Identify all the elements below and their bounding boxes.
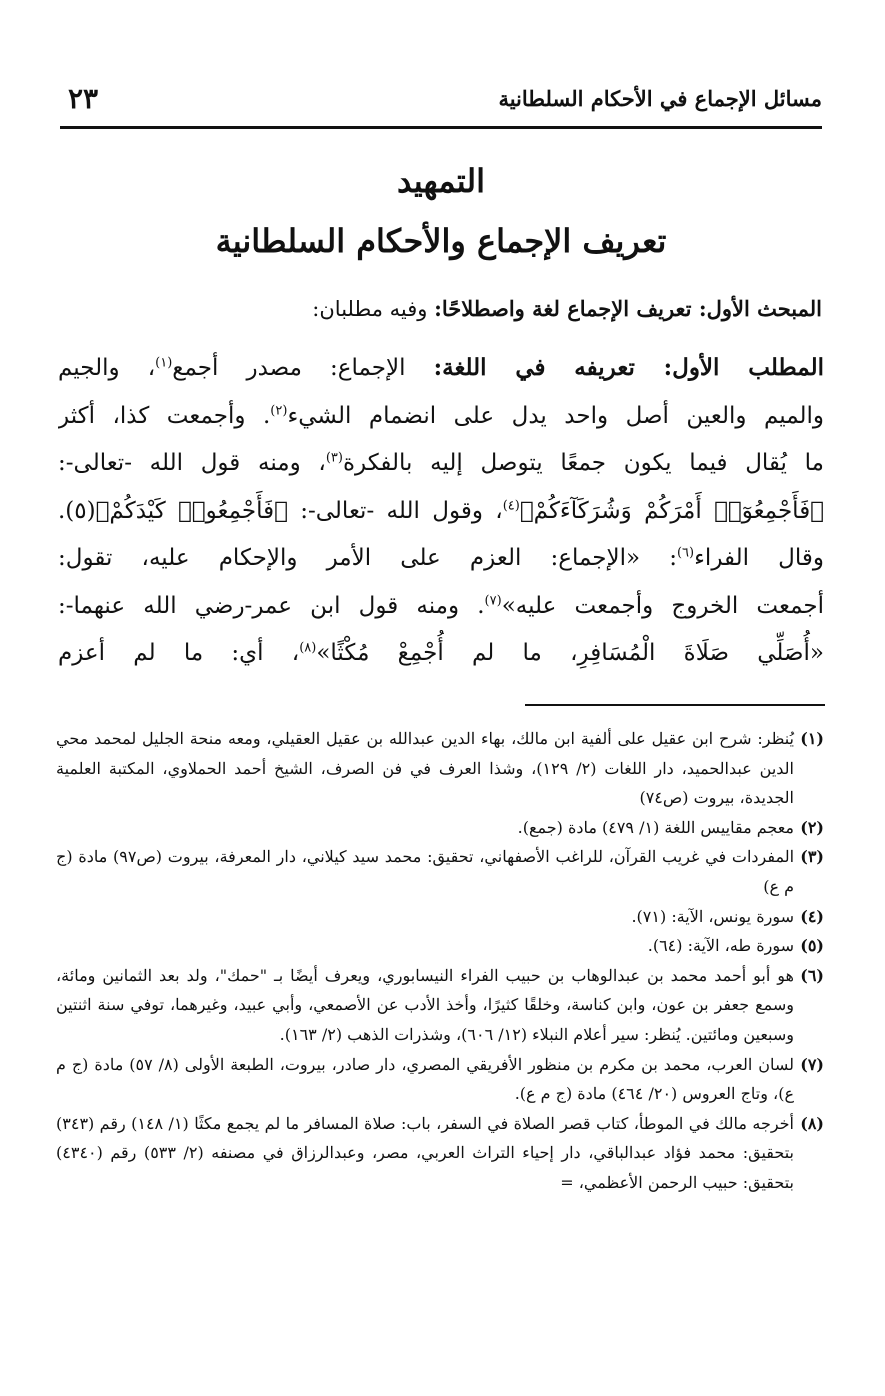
footnote-text: هو أبو أحمد محمد بن عبدالوهاب بن حبيب الفراء النيسابوري، ويعرف أيضًا بـ "حمك"، ولد بعد الثمانين ومائة، وسمع جعفر بن عون، وابن كناسة، وخلقًا كثيرًا، وأخذ الأدب عن الأصمعي، وأبي عبيد، وغيرهما، توفي سنة اثنتين وسبعين ومائتين. يُنظر: سير أعلام النبلاء (١٢/ ٦٠٦)، وشذرات الذهب (٢/ ١٦٣). [56, 965, 794, 1044]
footnote-ref: (٧) [484, 592, 502, 608]
body-line-text: أجمعت الخروج وأجمعت عليه» [501, 592, 824, 619]
footnote-text: المفردات في غريب القرآن، للراغب الأصفهاني، تحقيق: محمد سيد كيلاني، دار المعرفة، بيروت (ص٩٧) مادة (ج م ع) [56, 847, 795, 896]
body-line [58, 440, 824, 488]
footnote-separator [525, 704, 825, 706]
body-line-text-after: ، وقول الله -تعالى-: ﴿فَأَجْمِعُوا۟ كَيْدَكُمْ﴾(٥). [58, 497, 503, 524]
footnote-number: (٤) [800, 906, 824, 926]
footnote-text: يُنظر: شرح ابن عقيل على ألفية ابن مالك، بهاء الدين عبدالله بن عقيل العقيلي، ومعه منحة الجليل لمحمد محي الدين عبدالحميد، دار اللغات (٢/ ١٢٩)، وشذا العرف في فن الصرف، الشيخ أحمد الحملاوي، المكتبة العلمية الجديدة، بيروت (ص٧٤) [56, 729, 795, 808]
chapter-subtitle: تعريف الإجماع والأحكام السلطانية [215, 222, 667, 260]
footnote [56, 813, 824, 843]
footnote-text: أخرجه مالك في الموطأ، كتاب قصر الصلاة في السفر، باب: صلاة المسافر ما لم يجمع مكثًا (١/ ١٤٨) رقم (٣٤٣) بتحقيق: محمد فؤاد عبدالباقي، دار إحياء التراث العربي، مصر، وعبدالرزاق في مصنفه (٢/ ٥٣٣) رقم (٤٣٤٠) بتحقيق: حبيب الرحمن الأعظمي، = [56, 1113, 795, 1192]
section-heading-bold: المبحث الأول: تعريف الإجماع لغة واصطلاحًا: [434, 296, 822, 321]
body-line-text: والميم والعين أصل واحد يدل على انضمام الشيء [287, 402, 824, 429]
footnote [56, 961, 824, 1050]
footnote [56, 1109, 824, 1198]
chapter-title: التمهيد [397, 162, 485, 200]
footnote [56, 931, 824, 961]
body-line [58, 393, 824, 441]
footnote-number: (٢) [800, 817, 824, 837]
footnote-number: (٧) [800, 1054, 824, 1074]
footnote-ref: (٣) [325, 450, 343, 466]
footnote-ref: (٨) [299, 640, 317, 656]
footnote-ref: (١) [155, 355, 173, 371]
footnote-number: (٦) [800, 965, 824, 985]
body-line-text-after: ، والجيم [58, 355, 156, 381]
body-line [58, 535, 824, 583]
footnote-ref: (٤) [502, 497, 520, 513]
body-line-text-after: ، أي: ما لم أعزم [58, 640, 300, 666]
footnote-number: (١) [800, 729, 824, 748]
footnote-number: (٥) [800, 936, 824, 956]
body-line-text-after: . وأجمعت كذا، أكثر [58, 402, 271, 429]
subsection-heading: المطلب الأول: تعريفه في اللغة: [433, 354, 824, 381]
page-number: ٢٣ [68, 82, 99, 115]
body-line [58, 630, 824, 678]
running-header [60, 82, 822, 118]
body-line-text: الإجماع: مصدر أجمع [172, 355, 434, 381]
body-line-text: وقال الفراء [694, 545, 824, 571]
footnote-number: (٣) [800, 847, 824, 867]
body-text [58, 344, 824, 678]
running-title: مسائل الإجماع في الأحكام السلطانية [498, 86, 822, 111]
footnote-ref: (٦) [676, 545, 695, 561]
section-heading [60, 296, 822, 321]
body-line [58, 583, 824, 631]
body-line-text-after: . ومنه قول ابن عمر-رضي الله عنهما-: [58, 592, 485, 619]
body-line-text: ما يُقال فيما يكون جمعًا يتوصل إليه بالفكرة [342, 450, 824, 476]
footnote-text: لسان العرب، محمد بن مكرم بن منظور الأفريقي المصري، دار صادر، بيروت، الطبعة الأولى (٨/ ٥٧) مادة (ج م ع)، وتاج العروس (٢٠/ ٤٦٤) مادة (ج م ع). [56, 1054, 794, 1104]
body-line-text: «أُصَلِّي صَلَاةَ الْمُسَافِرِ، ما لم أُجْمِعْ مُكْثًا» [316, 640, 824, 666]
footnotes-list [56, 724, 824, 1198]
footnote [56, 1050, 824, 1109]
body-line-text-after: ، ومنه قول الله -تعالى-: [58, 450, 326, 476]
footnote-number: (٨) [800, 1113, 824, 1133]
section-heading-rest: وفيه مطلبان: [312, 297, 435, 321]
footnote [56, 724, 824, 813]
footnote-text: معجم مقاييس اللغة (١/ ٤٧٩) مادة (جمع). [517, 817, 794, 837]
footnote-text: سورة طه، الآية: (٦٤). [647, 936, 794, 956]
body-line [58, 488, 824, 536]
header-rule [60, 126, 822, 129]
body-line-text: ﴿فَأَجْمِعُوٓا۟ أَمْرَكُمْ وَشُرَكَآءَكُمْ﴾ [519, 497, 824, 524]
footnote-text: سورة يونس، الآية: (٧١). [631, 906, 794, 926]
body-line [58, 344, 824, 393]
body-line-text-after: : «الإجماع: العزم على الأمر والإحكام عليه، تقول: [58, 545, 677, 571]
footnote [56, 902, 824, 932]
footnote [56, 842, 824, 901]
footnote-ref: (٢) [270, 402, 288, 418]
